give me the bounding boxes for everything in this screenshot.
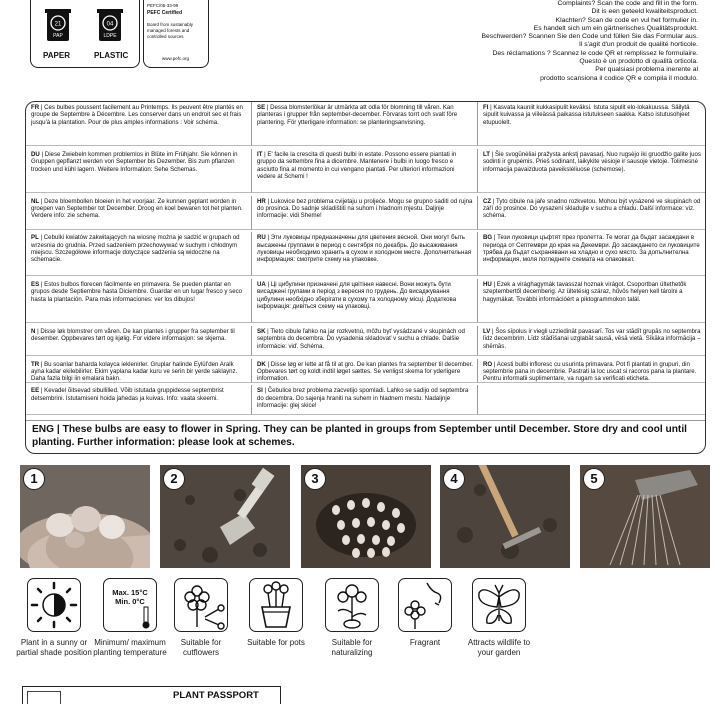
language-cell: IT | E' facile la crescita di questi bulbi in estate. Possono essere piantati in gruppo da settembre fina a dicembre. Mantenere i bulbi in luogo fresco e asciutto fina al momento in cui vengano piantati. Per ulteriori informazioni vedere at Schemi ! (252, 149, 478, 193)
language-text: Estos bulbos florecen fácilmente en primavera. Se pueden plantar en grupos desde Septiembre hasta Diciembre. Guardar en un lugar fresco y seco hasta la plantación. Para más informaciones: ver los dibujos! (31, 281, 243, 303)
language-text: Acesti bulbi infloresc cu usurinta primavara. Pot fi plantati in grupuri, din septembrie pana in decembrie. Pastrati la loc uscat si racoros pana la plantare. Pentru informatii suplimentare, va rugam sa verificati eticheta. (483, 360, 697, 383)
language-code: RO (483, 360, 493, 368)
language-text: Dessa blomsterlökar är utmärkta att odla för blomning till våren. Kan planteras i grupper från september-december. Förvaras torrt och svalt före plantering. För ytterligare information: se planteringsanvisning. (257, 104, 458, 126)
language-cell: FI | Kasvata kauniit kukkasipulit keväksi. Istuta sipulit elo-lokakuussa. Säilytä sipulit kuivassa ja viileässä paikassa istutukseen saakka. Katso istutusohjeet etupuolelt. (478, 102, 706, 146)
bulb-mark (377, 502, 385, 512)
language-code: IT (257, 150, 263, 158)
language-cell: SK | Tieto cibule ľahko na jar rozkvetnú, môžu byť vysádzané v skupinách od septembra do decembra. Do vysadenia skladovať v suchu a chlade. Dalšie informácie: viď. Schéma. (252, 326, 478, 356)
pot-icon (250, 579, 302, 631)
care-naturalizing (313, 578, 391, 658)
language-cell: NL | Deze bloembollen bloeien in het voorjaar. Ze kunnen geplant worden in groepen van September tot December. Droog en koel bewaren tot het planten. Verdere info: zie schema. (26, 196, 252, 230)
recycling-box (30, 0, 140, 68)
quality-line: prodotto scansiona il codice QR e compila il modulo. (540, 74, 698, 82)
language-text: Bu soanlar baharda kolayca ieklenirler. Gruplar halinde Eylül'den Aralk ayna kadar ekilebilirler. Ekim yaplana kadar kuru ve serin bir yerde saklaynz. Daha fazla bilgi iin emalara bakn. (31, 360, 238, 383)
language-cell: RO | Acesti bulbi infloresc cu usurinta primavara. Pot fi plantati in grupuri, din septembrie pana in decembrie. Pastrati la loc uscat si racoros pana la plantare. Pentru informatii suplimentare, va rugam sa verificati eticheta. (478, 359, 706, 383)
step-3-image (301, 465, 431, 568)
language-code: CZ (483, 197, 492, 205)
step-number: 2 (163, 468, 185, 490)
language-code: FR (31, 104, 40, 111)
language-text: Kevadel õitsevad sibullilled. Võib istutada gruppidesse septembrist detsembrini. Istutamiseni hoida jahedas ja kuivas. Info: vaata skeemi. (31, 387, 224, 402)
bulb-mark (362, 498, 370, 508)
bulb-mark (372, 535, 380, 545)
care-icons (15, 578, 715, 678)
pefc-source: Board from sustainably managed forests and controlled sources (147, 22, 194, 40)
language-grid (26, 102, 706, 418)
language-cell: LV | Šos sīpolus ir viegli uzziedināt pavasarī. Tos var stādīt grupās no septembra līdz decembrim. Līdz stādīšanai uzglabāt sausā, vēsā vietā. Sīkāka informācija – shēmās. (478, 326, 706, 356)
paper-bin-icon (45, 8, 71, 42)
fragrant-icon (399, 579, 451, 631)
eu-flag-icon (27, 691, 61, 704)
language-cell: HU | Ezek a virághagymák tavasszal hoznak virágot. Csoportban ültethetők szeptembertől decemberig. Az ültetésig száraz, hűvös helyen kell tárolni a hagymákat. További információért a piktogrammokon talál. (478, 279, 706, 323)
english-instructions: ENG | These bulbs are easy to flower in Spring. They can be planted in groups from September until December. Store dry and cool until planting. Further information: please look at schemes. (26, 420, 706, 454)
language-cell: PL | Cebulki kwiatów zakwitających na wiosnę można je sadzić w grupach od wrzesnia do grudnia. Przed sadzeniem przechowywać w suchym i chłodnym miejscu. Szczegółowe informacje dotyczące sadzenia są widoczne na schemacie. (26, 232, 252, 276)
language-text: Deze bloembollen bloeien in het voorjaar. Ze kunnen geplant worden in groepen van September tot December. Droog en koel bewaren tot het planten. Verdere info: zie schema. (31, 197, 243, 220)
language-code: DK (257, 360, 266, 368)
bulb-mark (367, 548, 375, 558)
language-code: EE (31, 387, 40, 395)
paper-code: PAP (53, 33, 63, 39)
language-cell: EE | Kevadel õitsevad sibullilled. Võib istutada gruppidesse septembrist detsembrini. Istutamiseni hoida jahedas ja kuivas. Info: vaata skeemi. (26, 385, 252, 415)
quality-line: Es handelt sich um ein gärtnerisches Qualitätsprodukt. (533, 24, 698, 32)
care-fragrant (386, 578, 464, 648)
language-text: Ezek a virághagymák tavasszal hoznak virágot. Csoportban ültethetők szeptembertől decemberig. Az ültetésig száraz, hűvös helyen kell tárolni a hagymákat. További információért a piktogrammokon talál. (483, 281, 687, 303)
language-code: DU (31, 150, 40, 158)
language-code: PL (31, 234, 39, 242)
paper-label: PAPER (43, 51, 70, 60)
bulb-mark (332, 505, 340, 515)
language-cell: N | Disse løk blomstrer om våren. De kan plantes i grupper fra september til desember. Oppbevares tørt og kjølig. For videre informasjon: se skjema. (26, 326, 252, 356)
temperature-range: Max. 15°C Min. 0°C (112, 588, 148, 606)
sun-shade-icon (28, 579, 80, 631)
bulb-mark (382, 547, 390, 557)
plastic-code: LDPE (103, 33, 117, 39)
bulb-mark (357, 534, 365, 544)
step-1-image (20, 465, 150, 568)
quality-line: Dit is een geteeld kwaliteitsproduct. (591, 8, 698, 16)
quality-line: Complaints? Scan the code and fill in the form. (557, 0, 698, 7)
quality-line: Klachten? Scan de code en vul het formulier in. (555, 16, 698, 24)
pefc-url: www.pefc.org (162, 56, 190, 62)
language-text: Šos sīpolus ir viegli uzziedināt pavasarī. Tos var stādīt grupās no septembra līdz decembrim. Līdz stādīšanai uzglabāt sausā, vēsā vietā. Sīkāka informācija – shēmās. (483, 327, 701, 350)
language-text: Lukovice bez problema cvijetaju u proljeće. Mogu se grupno saditi od rujna do prosinca. Do sadnje skladištiti na suhom i hladnom mjestu. Daljnje informacije: vidi Sheme! (257, 197, 473, 220)
language-code: LV (483, 327, 491, 335)
passport-title: PLANT PASSPORT (173, 690, 259, 701)
plastic-bin-icon (97, 8, 123, 42)
naturalizing-icon (326, 579, 378, 631)
care-cutflowers (162, 578, 240, 658)
step-5-image (580, 465, 710, 568)
language-cell: BG | Тези луковици цъфтят през пролетта. Те могат да бъдат засаждани в периода от Септември до края на Декември. До засаждането си луковиците трябва да бъдат съхранявани на хладно и сухо място. За допълнителна информация, моля погледнете схемата на опаковкат. (478, 232, 706, 276)
language-cell: DK | Disse løg er lette at få til at gro. De kan plantes fra september til december. Opbevares tørt og koldt indtil løget sættes. Se venligst skema for yderligere information. (252, 359, 478, 383)
language-cell: SE | Dessa blomsterlökar är utmärkta att odla för blomning till våren. Kan planteras i grupper från september-december. Förvaras torrt och svalt före plantering. För ytterligare information: se planteringsanvisning. (252, 102, 478, 146)
english-code: ENG (32, 424, 55, 435)
language-text: Ці цибулини призначені для цвітіння навесні. Вони можуть бути висаджені групами в період з вересня по грудень. До висаджування цибулини необхідно зберігати в сухому та холодному місці. Додаткова інформація: дивіться схему на упаковці. (257, 281, 457, 311)
language-cell: FR | Ces bulbes poussent facilement au Printemps. Ils peuvent être plantés en groupe de Septembre à Décembre. Les conserver dans un endroit sec et frais jusqu'à la plantation. Pour de plus amples informations : Voir schéma. (26, 102, 252, 146)
language-cell (478, 385, 706, 415)
pefc-certified: PEFC Certified (147, 9, 183, 16)
care-label: Suitable for cutflowers (180, 638, 222, 657)
language-code: RU (257, 234, 266, 242)
quality-line: Beschwerden? Scannen Sie den Code und füllen Sie das Formular aus. (481, 33, 698, 41)
care-wildlife (460, 578, 538, 658)
language-code: UA (257, 281, 266, 288)
butterfly-icon (473, 579, 525, 631)
care-label: Suitable for naturalizing (331, 638, 373, 657)
language-text: Kasvata kauniit kukkasipulit keväksi. Istuta sipulit elo-lokakuussa. Säilytä sipulit kuivassa ja viileässä paikassa istutukseen saakka. Katso istutusohjeet etupuolelt. (483, 104, 690, 126)
bulb-mark (352, 518, 360, 528)
bulb-mark (342, 535, 350, 545)
language-text: Tyto cibule na jaře snadno rozkvetou. Mohou být vysázené ve skupinách od září do prosince. Do vysazení skladujte v suchu a chladu. Další informace: viz. schéma. (483, 197, 701, 220)
language-text: Disse løg er lette at få til at gro. De kan plantes fra september til december. Opbevares tørt og koldt indtil løget sættes. Se venligst skema for yderligere information. (257, 360, 474, 383)
care-label: Fragrant (409, 638, 441, 647)
step-4-image (440, 465, 570, 568)
care-temperature (91, 578, 169, 658)
language-cell: TR | Bu soanlar baharda kolayca ieklenirler. Gruplar halinde Eylül'den Aralk ayna kadar ekilebilirler. Ekim yaplana kadar kuru ve serin bir yerde saklaynz. Daha fazla bilgi iin emalara bakn. (26, 359, 252, 383)
quality-line: Des réclamations ? Scannez le code QR et remplissez le formulaire. (492, 49, 698, 57)
step-number: 4 (443, 468, 465, 490)
language-text: Tieto cibule ľahko na jar rozkvetnú, môžu byť vysádzané v skupinách od septembra do decembra. Do vysadenia skladovať v suchu a chlade. Dalšie informácie: viď. Schéma. (257, 327, 465, 350)
plastic-number: 04 (106, 21, 114, 28)
care-label: Plant in a sunny or partial shade position (16, 638, 92, 657)
plant-passport (22, 686, 281, 704)
language-code: LT (483, 150, 490, 158)
language-cell: HR | Lukovice bez problema cvijetaju u proljeće. Mogu se grupno saditi od rujna do prosinca. Do sadnje skladištiti na suhom i hladnom mjestu. Daljnje informacije: vidi Sheme! (252, 196, 478, 230)
planting-steps (20, 465, 710, 568)
pefc-code: PEFC/05-33-99 (147, 3, 179, 8)
care-sun-shade (15, 578, 93, 658)
language-code: NL (31, 197, 40, 205)
language-code: SE (257, 104, 266, 111)
care-label: Attracts wildlife to your garden (467, 638, 531, 657)
quality-notice (448, 0, 698, 83)
language-text: E' facile la crescita di questi bulbi in estate. Possono essere piantati in gruppo da settembre fina a dicembre. Mantenere i bulbi in luogo fresco e asciutto fina al momento in cui vengano piantati. Per ulteriori informazioni vedere at Schemi ! (257, 150, 457, 180)
language-code: N (31, 327, 36, 335)
bulb-mark (387, 536, 395, 546)
language-cell: LT | Šie svogūnėliai pražysta ankstį pavasarį. Nuo rugsėjo iki gruodžio galite juos sodinti ir grupėmis. Prieš sodinant, laikykite vėsioje ir sausoje vietoje. Tolimesnė informacija pavaizduota paveikslėliuose (schemose). (478, 149, 706, 193)
quality-line: Il s'agit d'un produit de qualité horticole. (579, 41, 698, 49)
step-2-image (160, 465, 290, 568)
instructions-box (25, 101, 706, 454)
language-code: FI (483, 104, 489, 111)
care-label: Suitable for pots (247, 638, 305, 647)
language-text: Čebulice brez problema zacvetijo spomladi. Lahko se sadijo od septembra do decembra. Do sajenja hraniti na suhem in hladnem mestu. Nadaljnje informacije: glej skice! (257, 387, 469, 410)
cut-flower-icon (175, 579, 227, 631)
bulb-mark (397, 523, 405, 533)
language-cell: SI | Čebulice brez problema zacvetijo spomladi. Lahko se sadijo od septembra do decembra. Do sajenja hraniti na suhem in hladnem mestu. Nadaljnje informacije: glej skice! (252, 385, 478, 415)
language-text: Cebulki kwiatów zakwitających na wiosnę można je sadzić w grupach od wrzesnia do grudnia. Przed sadzeniem przechowywać w suchym i chłodnym miejscu. Szczegółowe informacje dotyczące sadzenia są widoczne na schemacie. (31, 234, 240, 264)
bulb-mark (347, 500, 355, 510)
language-code: SI (257, 387, 263, 395)
language-cell: CZ | Tyto cibule na jaře snadno rozkvetou. Mohou být vysázené ve skupinách od září do prosince. Do vysazení skladujte v suchu a chladu. Další informace: viz. schéma. (478, 196, 706, 230)
language-cell: ES | Estos bulbos florecen fácilmente en primavera. Se pueden plantar en grupos desde Septiembre hasta Diciembre. Guardar en un lugar fresco y seco hasta la plantación. Para más informaciones: ver los dibujos! (26, 279, 252, 323)
step-number: 3 (304, 468, 326, 490)
bulb-mark (352, 548, 360, 558)
step-number: 1 (23, 468, 45, 490)
care-label: Minimum/ maximum planting temperature (93, 638, 167, 657)
language-code: SK (257, 327, 266, 335)
language-code: BG (483, 234, 493, 242)
language-text: Šie svogūnėliai pražysta ankstį pavasarį. Nuo rugsėjo iki gruodžio galite juos sodinti ir grupėmis. Prieš sodinant, laikykite vėsioje ir sausoje vietoje. Tolimesnė informacija pavaizduota paveikslėliuose (schemose). (483, 150, 701, 173)
language-text: Эти луковицы предназначены для цветения весной. Они могут быть высажены группами в период с сентября по декабрь. До высаживания луковицы необходимо хранить в сухом и холодном месте. Дополнительная информация: смотрите схему на упаковке. (257, 234, 472, 264)
language-code: HR (257, 197, 266, 205)
language-code: ES (31, 281, 40, 288)
plastic-label: PLASTIC (94, 51, 129, 60)
language-text: Diese Zwiebeln kommen problemlos in Blüte im Frühjahr. Sie können in Gruppen gepflanzt werden von September bis Dezember. Bis zum pflanzen trocken und kühl lagern. Weitere Information: Sehe Schemas. (31, 150, 238, 173)
paper-number: 21 (54, 21, 62, 28)
language-code: HU (483, 281, 492, 288)
language-text: Ces bulbes poussent facilement au Printemps. Ils peuvent être plantés en groupe de Septembre à Décembre. Les conserver dans un endroit sec et frais jusqu'à la plantation. Pour de plus amples informations : Voir schéma. (31, 104, 243, 126)
bulb-mark (382, 520, 390, 530)
bulb-mark (392, 508, 400, 518)
english-text: These bulbs are easy to flower in Spring. They can be planted in groups from September until December. Store dry and cool until planting. Further information: please look at schemes. (32, 424, 687, 448)
care-pots (237, 578, 315, 648)
step-number: 5 (583, 468, 605, 490)
bulb-mark (367, 517, 375, 527)
language-cell: UA | Ці цибулини призначені для цвітіння навесні. Вони можуть бути висаджені групами в період з вересня по грудень. До висаджування цибулини необхідно зберігати в сухому та холодному місці. Додаткова інформація: дивіться схему на упаковці. (252, 279, 478, 323)
bulb-mark (337, 520, 345, 530)
quality-line: Questo è un prodotto di qualità orticola. (579, 58, 698, 66)
language-text: Тези луковици цъфтят през пролетта. Те могат да бъдат засаждани в периода от Септември до края на Декември. До засаждането си луковиците трябва да бъдат съхранявани на хладно и сухо място. За допълнителна информация, моля погледнете схемата на опаковкат. (483, 234, 700, 264)
language-cell: DU | Diese Zwiebeln kommen problemlos in Blüte im Frühjahr. Sie können in Gruppen gepflanzt werden von September bis Dezember. Bis zum pflanzen trocken und kühl lagern. Weitere Information: Sehe Schemas. (26, 149, 252, 193)
language-code: TR (31, 360, 40, 368)
language-cell: RU | Эти луковицы предназначены для цветения весной. Они могут быть высажены группами в период с сентября по декабрь. До высаживания луковицы необходимо хранить в сухом и холодном месте. Дополнительная информация: смотрите схему на упаковке. (252, 232, 478, 276)
quality-line: Per qualsiasi problema inerente al (595, 66, 698, 74)
language-text: Disse løk blomstrer om våren. De kan plantes i grupper fra september til desember. Oppbevares tørt og kjølig. For videre informasjon: se skjema. (31, 327, 235, 343)
pefc-box (143, 0, 209, 68)
